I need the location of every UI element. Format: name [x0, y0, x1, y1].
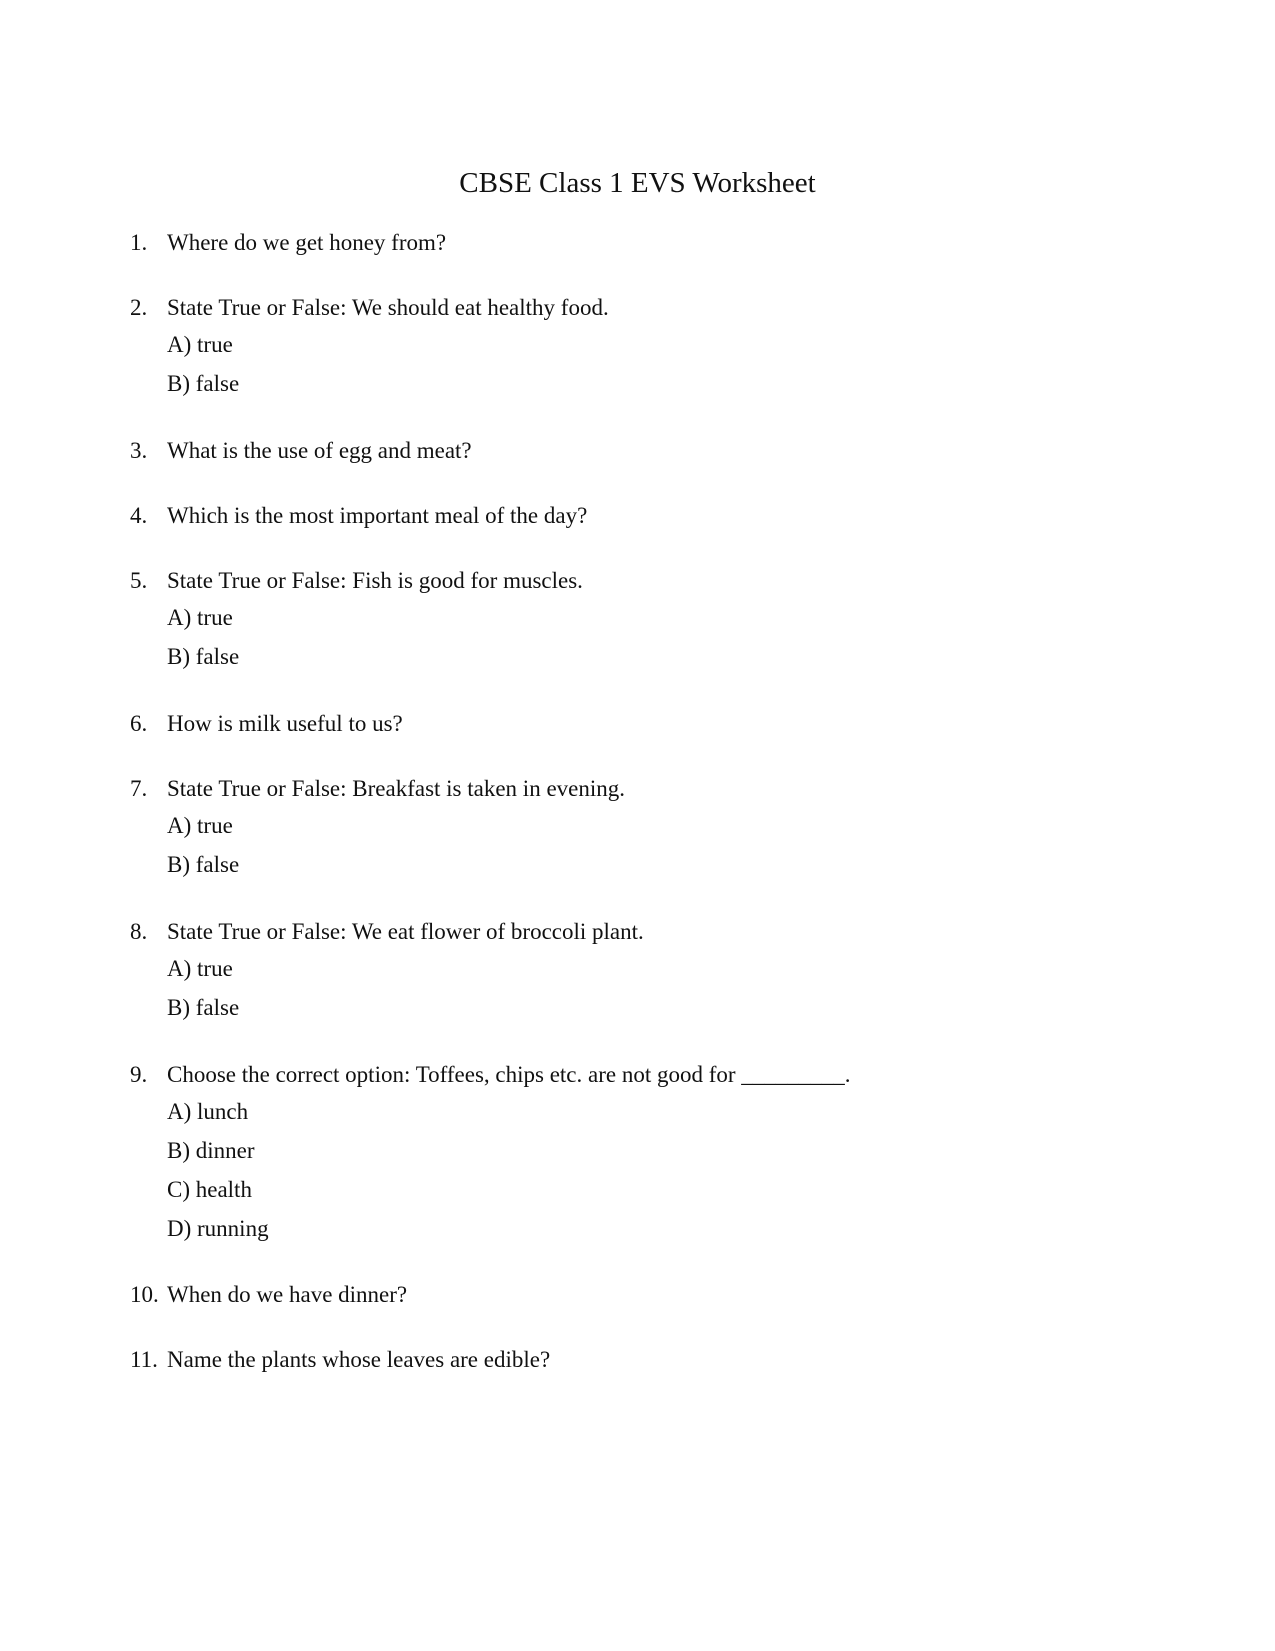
question-10 — [0, 1280, 1275, 1310]
question-11 — [0, 1345, 1275, 1375]
question-text: Name the plants whose leaves are edible? — [167, 1347, 551, 1372]
question-text: State True or False: Breakfast is taken in evening. — [167, 776, 626, 801]
question-text: When do we have dinner? — [167, 1282, 408, 1307]
question-number: 11. — [130, 1347, 158, 1372]
question-7 — [0, 774, 1275, 882]
question-number: 1. — [130, 230, 148, 255]
question-text: State True or False: We eat flower of broccoli plant. — [167, 919, 644, 944]
answer-option: D) running — [167, 1216, 269, 1241]
answer-option: B) false — [167, 644, 240, 669]
answer-option: A) true — [167, 605, 233, 630]
question-3 — [0, 436, 1275, 466]
question-number: 8. — [130, 919, 148, 944]
question-2 — [0, 293, 1275, 401]
question-5 — [0, 566, 1275, 674]
question-text: State True or False: We should eat healthy food. — [167, 295, 609, 320]
question-number: 4. — [130, 503, 148, 528]
page-title: CBSE Class 1 EVS Worksheet — [459, 167, 816, 199]
answer-option: A) lunch — [167, 1099, 249, 1124]
answer-option: C) health — [167, 1177, 252, 1202]
question-9 — [0, 1060, 1275, 1246]
question-1 — [0, 228, 1275, 258]
answer-option: A) true — [167, 813, 233, 838]
question-number: 3. — [130, 438, 148, 463]
question-number: 9. — [130, 1062, 148, 1087]
question-4 — [0, 501, 1275, 531]
answer-option: B) false — [167, 371, 240, 396]
question-text: What is the use of egg and meat? — [167, 438, 472, 463]
question-text: How is milk useful to us? — [167, 711, 403, 736]
question-number: 6. — [130, 711, 148, 736]
question-text: State True or False: Fish is good for muscles. — [167, 568, 583, 593]
question-8 — [0, 917, 1275, 1025]
answer-option: B) false — [167, 995, 240, 1020]
question-number: 7. — [130, 776, 148, 801]
answer-option: B) false — [167, 852, 240, 877]
question-text: Where do we get honey from? — [167, 230, 447, 255]
question-number: 2. — [130, 295, 148, 320]
question-number: 10. — [130, 1282, 159, 1307]
answer-option: A) true — [167, 332, 233, 357]
question-6 — [0, 709, 1275, 739]
answer-option: A) true — [167, 956, 233, 981]
question-text: Which is the most important meal of the day? — [167, 503, 588, 528]
question-text: Choose the correct option: Toffees, chips etc. are not good for _________. — [167, 1062, 851, 1087]
question-number: 5. — [130, 568, 148, 593]
answer-option: B) dinner — [167, 1138, 255, 1163]
